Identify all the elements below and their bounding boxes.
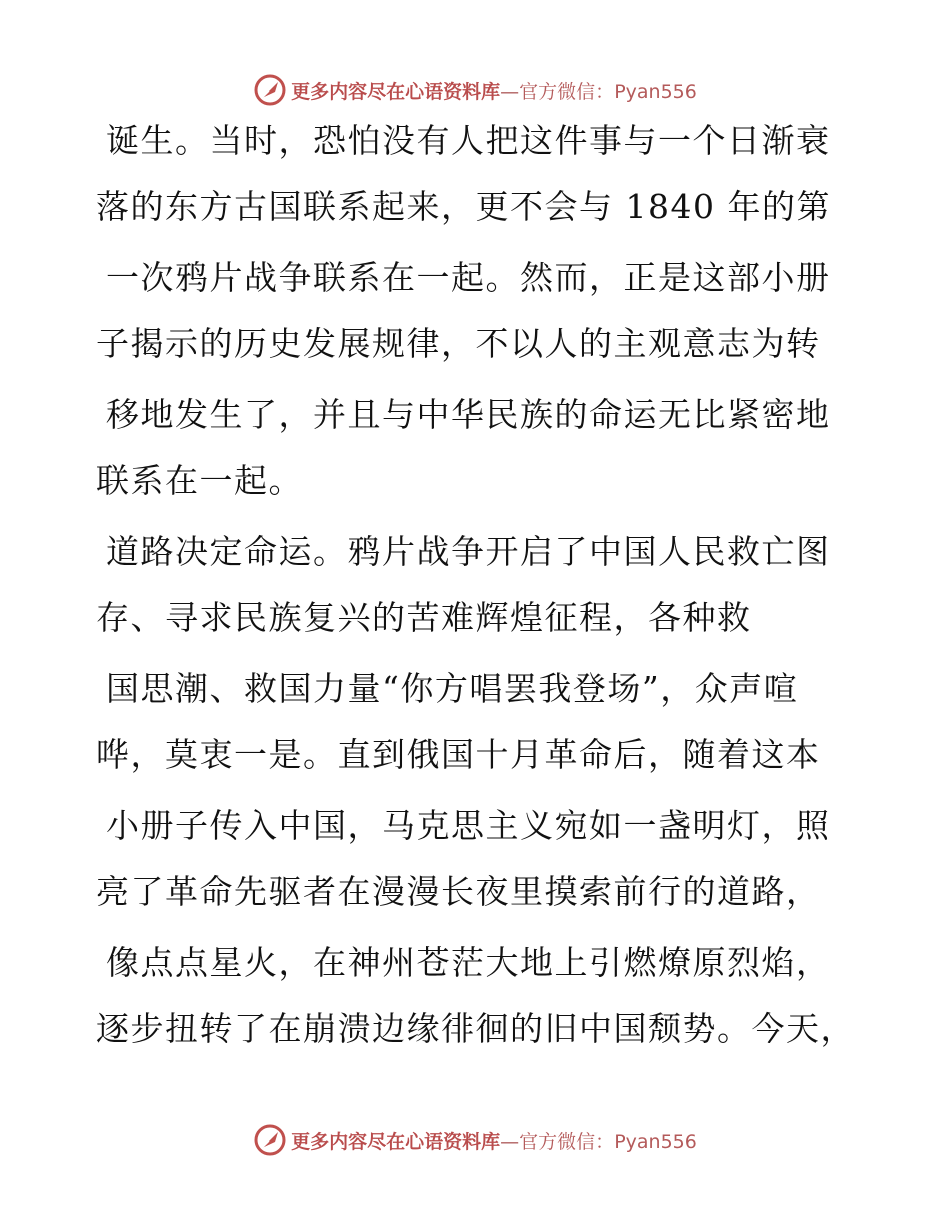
text-line: 亮了革命先驱者在漫漫长夜里摸索前行的道路， xyxy=(96,872,821,911)
banner-text: 更多内容尽在心语资料库—官方微信：Pyan556 xyxy=(291,80,697,103)
text-line: 子揭示的历史发展规律，不以人的主观意志为转 xyxy=(96,324,821,363)
text-line: 联系在一起。 xyxy=(96,461,303,500)
banner-text: 更多内容尽在心语资料库—官方微信：Pyan556 xyxy=(291,1130,697,1153)
text-line: 存、寻求民族复兴的苦难辉煌征程，各种救 xyxy=(96,598,752,637)
text-line: 落的东方古国联系起来，更不会与 1840 年的第 xyxy=(96,187,831,226)
text-line: 像点点星火，在神州苍茫大地上引燃燎原烈焰， xyxy=(106,943,831,982)
text-line: 国思潮、救国力量“你方唱罢我登场”，众声喧 xyxy=(106,669,799,708)
text-line: 移地发生了，并且与中华民族的命运无比紧密地 xyxy=(106,395,831,434)
text-line: 诞生。当时，恐怕没有人把这件事与一个日渐衰 xyxy=(106,121,831,160)
text-line: 道路决定命运。鸦片战争开启了中国人民救亡图 xyxy=(106,532,831,571)
quill-logo-icon xyxy=(253,1123,287,1157)
quill-logo-icon xyxy=(253,73,287,107)
header-watermark-banner xyxy=(0,70,950,110)
footer-watermark-banner xyxy=(0,1120,950,1160)
text-line: 小册子传入中国，马克思主义宛如一盏明灯，照 xyxy=(106,806,831,845)
text-line: 逐步扭转了在崩溃边缘徘徊的旧中国颓势。今天， xyxy=(96,1009,855,1048)
text-line: 一次鸦片战争联系在一起。然而，正是这部小册 xyxy=(106,258,831,297)
text-line: 哗，莫衷一是。直到俄国十月革命后，随着这本 xyxy=(96,735,821,774)
document-body xyxy=(96,121,855,1048)
